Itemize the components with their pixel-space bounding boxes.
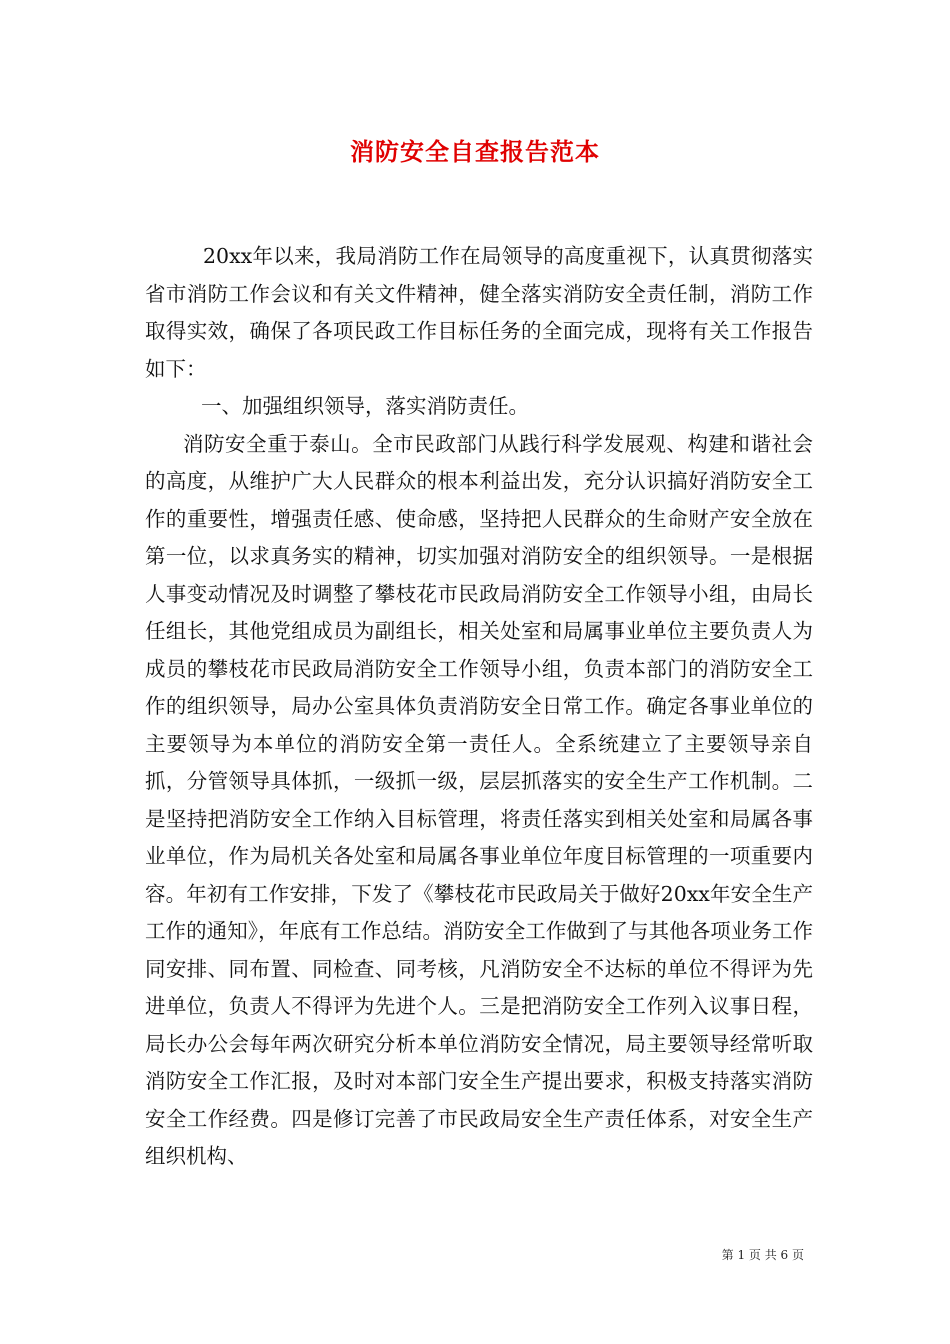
paragraph-section-1: 消防安全重于泰山。全市民政部门从践行科学发展观、构建和谐社会的高度，从维护广大人民群众的根本利益出发，充分认识搞好消防安全工作的重要性，增强责任感、使命感，坚持把人民群众的生命财产安全放在第一位，以求真务实的精神，切实加强对消防安全的组织领导。一是根据人事变动情况及时调整了攀枝花市民政局消防安全工作领导小组，由局长任组长，其他党组成员为副组长，相关处室和局属事业单位主要负责人为成员的攀枝花市民政局消防安全工作领导小组，负责本部门的消防安全工作的组织领导，局办公室具体负责消防安全日常工作。确定各事业单位的主要领导为本单位的消防安全第一责任人。全系统建立了主要领导亲自抓，分管领导具体抓，一级抓一级，层层抓落实的安全生产工作机制。二是坚持把消防安全工作纳入目标管理，将责任落实到相关处室和局属各事业单位，作为局机关各处室和局属各事业单位年度目标管理的一项重要内容。年初有工作安排，下发了《攀枝花市民政局关于做好20xx年安全生产工作的通知》，年底有工作总结。消防安全工作做到了与其他各项业务工作同安排、同布置、同检查、同考核，凡消防安全不达标的单位不得评为先进单位，负责人不得评为先进个人。三是把消防安全工作列入议事日程，局长办公会每年两次研究分析本单位消防安全情况，局主要领导经常听取消防安全工作汇报，及时对本部门安全生产提出要求，积极支持落实消防安全工作经费。四是修订完善了市民政局安全生产责任体系，对安全生产组织机构、 [145, 431, 813, 1168]
page-number: 第 1 页 共 6 页 [721, 1248, 804, 1262]
document-body [145, 238, 813, 1176]
page-title: 消防安全自查报告范本 [350, 137, 600, 166]
paragraph-intro: 20xx年以来，我局消防工作在局领导的高度重视下，认真贯彻落实省市消防工作会议和有关文件精神，健全落实消防安全责任制，消防工作取得实效，确保了各项民政工作目标任务的全面完成，现将有关工作报告如下： [145, 244, 813, 381]
section-heading-1: 一、加强组织领导，落实消防责任。 [201, 394, 529, 418]
